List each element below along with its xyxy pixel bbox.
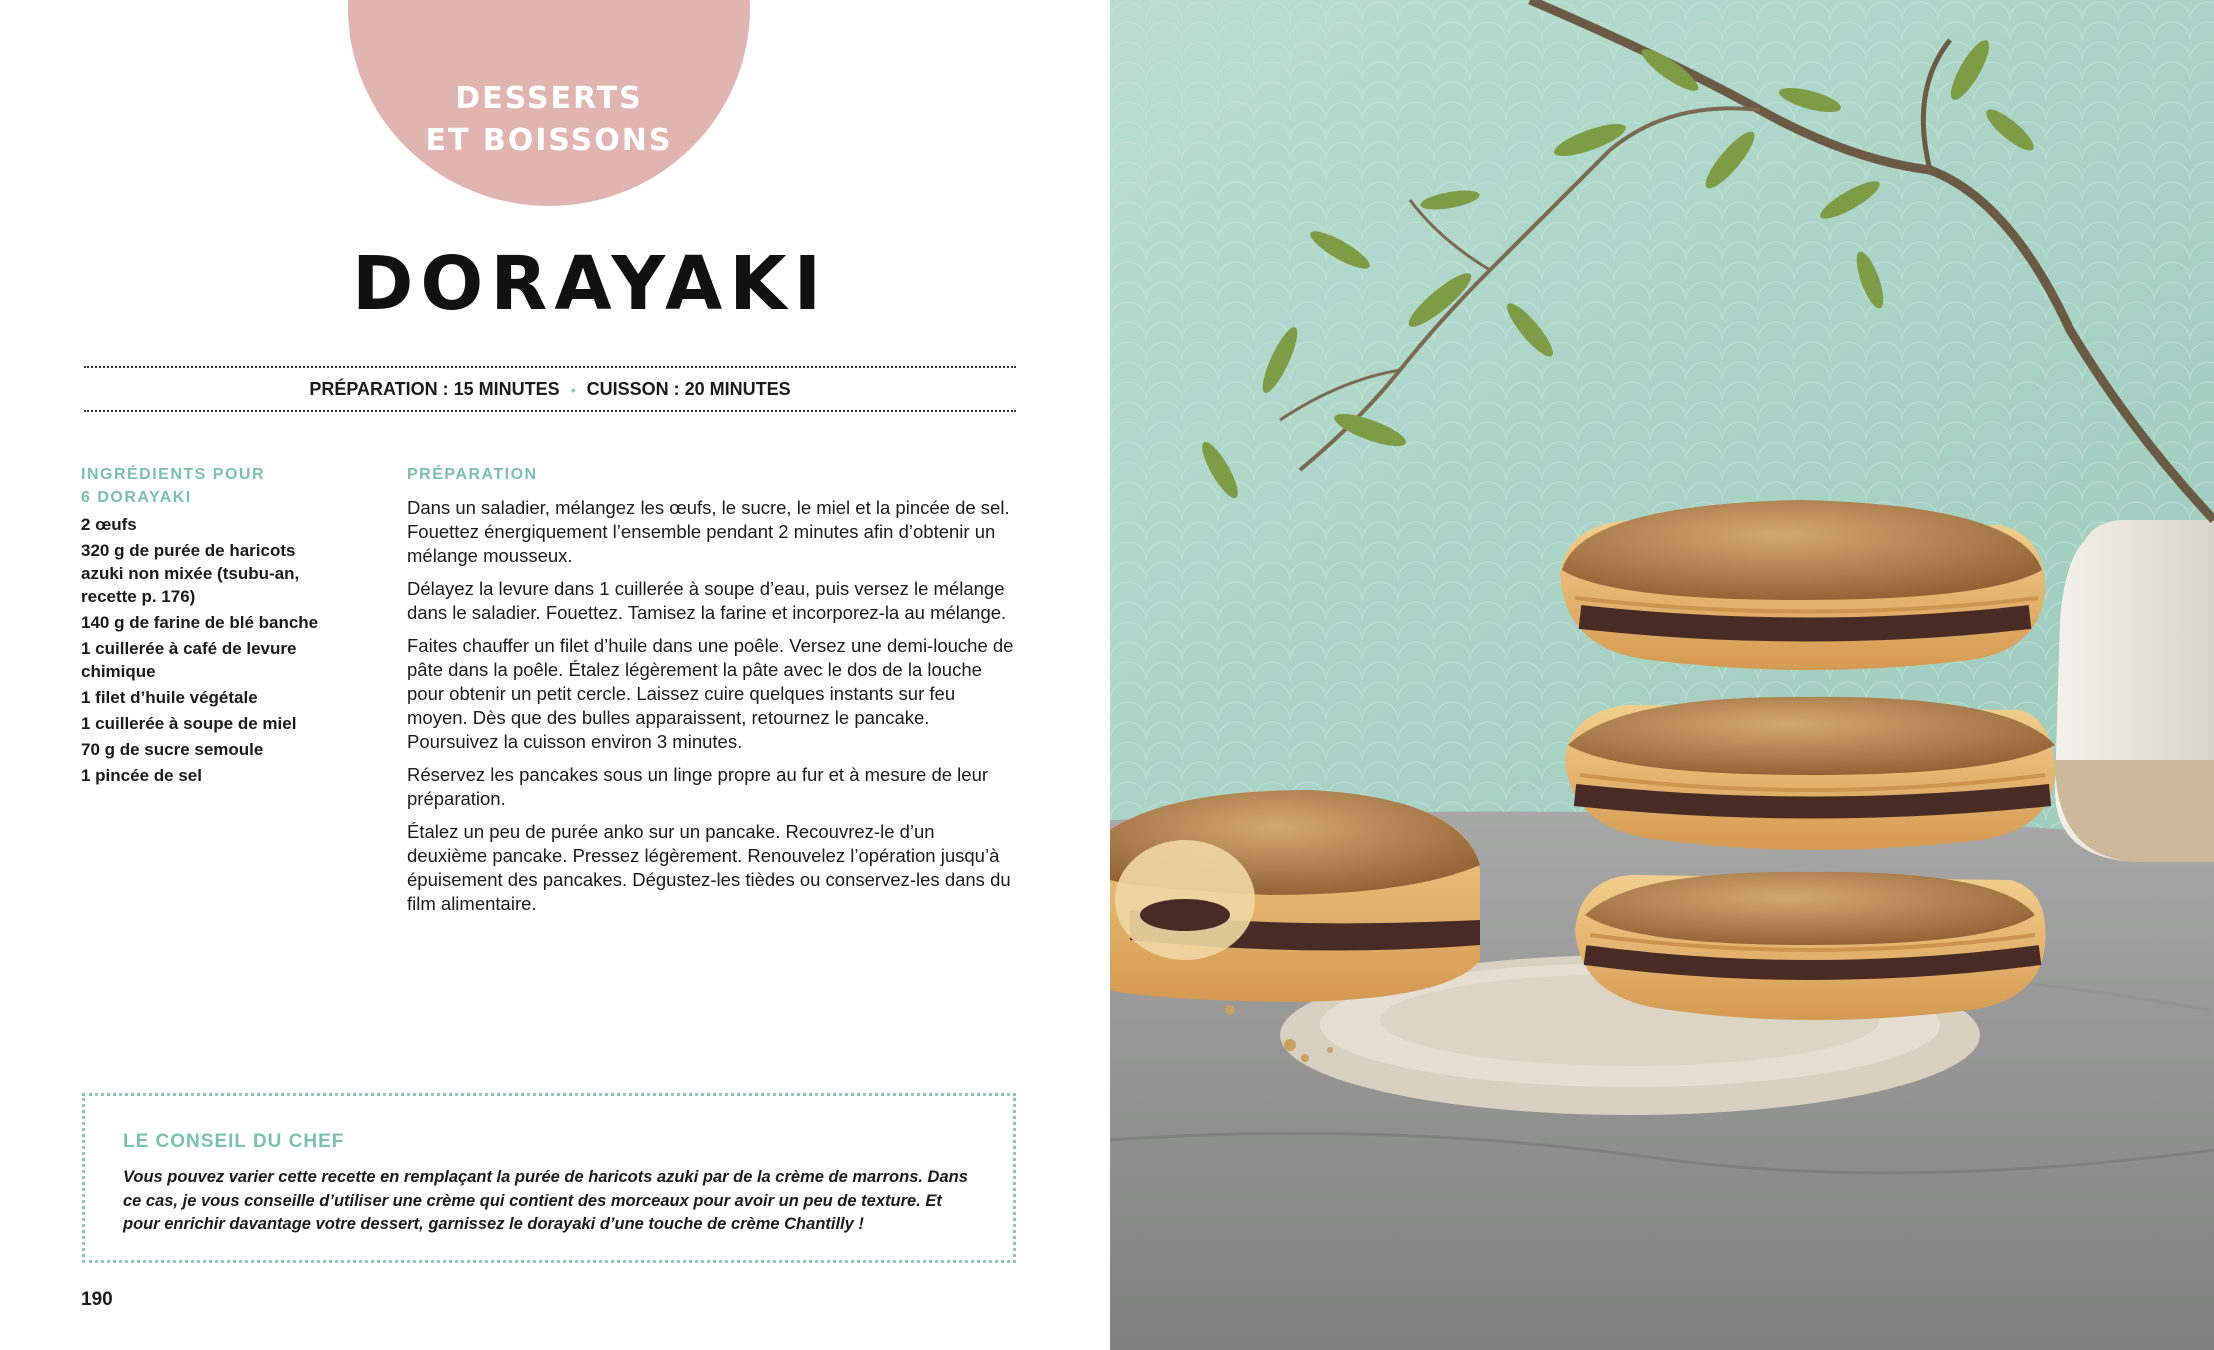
chef-tip-text: Vous pouvez varier cette recette en remplaçant la purée de haricots azuki par de la crème de marrons. Dans ce cas, je vous conseille d’utiliser une crème qui contient des morceaux pour avoir un peu de texture. Et pour enrichir davantage votre dessert, garnissez le dorayaki d’une touche de crème Chantilly ! bbox=[123, 1168, 968, 1233]
ingredients-heading-line-1: INGRÉDIENTS POUR bbox=[81, 466, 266, 483]
photo-illustration bbox=[1110, 0, 2214, 1350]
category-label bbox=[348, 78, 750, 162]
preparation-time: PRÉPARATION : 15 MINUTES bbox=[309, 379, 560, 399]
ingredient-item: 140 g de farine de blé banche bbox=[81, 613, 319, 632]
page-number: 190 bbox=[81, 1289, 113, 1310]
ingredient-item: 2 œufs bbox=[81, 515, 137, 534]
ingredients-heading-line-2: 6 DORAYAKI bbox=[81, 489, 192, 506]
ingredients-section bbox=[81, 463, 321, 790]
ingredient-item: 1 cuillerée à soupe de miel bbox=[81, 714, 297, 733]
method-step: Délayez la levure dans 1 cuillerée à soupe d’eau, puis versez le mélange dans le saladier. Fouettez. Tamisez la farine et incorporez-la au mélange. bbox=[407, 578, 1007, 623]
method-section bbox=[407, 463, 1019, 925]
chef-tip-box bbox=[82, 1093, 1016, 1263]
ingredient-item: 320 g de purée de haricots azuki non mixée (tsubu-an, recette p. 176) bbox=[81, 541, 300, 606]
method-heading: PRÉPARATION bbox=[407, 466, 538, 483]
ingredients-heading bbox=[81, 463, 321, 509]
timing-divider-bottom bbox=[84, 410, 1016, 412]
ingredient-item: 1 filet d’huile végétale bbox=[81, 688, 258, 707]
method-step: Étalez un peu de purée anko sur un pancake. Recouvrez-le d’un deuxième pancake. Pressez légèrement. Renouvelez l’opération jusqu’à épuisement des pancakes. Dégustez-les tièdes ou conservez-les dans du film alimentaire. bbox=[407, 821, 1011, 914]
timing-info bbox=[84, 376, 1016, 403]
category-line-1: DESSERTS bbox=[455, 81, 643, 116]
timing-separator: • bbox=[570, 382, 576, 398]
method-step: Faites chauffer un filet d’huile dans une poêle. Versez une demi-louche de pâte dans la poêle. Étalez légèrement la pâte avec le dos de la louche pour obtenir un petit cercle. Laissez cuire quelques instants sur feu moyen. Dès que des bulles apparaissent, retournez le pancake. Poursuivez la cuisson environ 3 minutes. bbox=[407, 635, 1014, 752]
ingredient-item: 1 pincée de sel bbox=[81, 766, 202, 785]
chef-tip-heading: LE CONSEIL DU CHEF bbox=[123, 1131, 345, 1152]
recipe-title: DORAYAKI bbox=[352, 241, 829, 327]
method-step: Réservez les pancakes sous un linge propre au fur et à mesure de leur préparation. bbox=[407, 764, 989, 809]
category-line-2: ET BOISSONS bbox=[425, 123, 673, 158]
ingredient-item: 70 g de sucre semoule bbox=[81, 740, 264, 759]
ingredient-list bbox=[81, 513, 321, 787]
method-step: Dans un saladier, mélangez les œufs, le sucre, le miel et la pincée de sel. Fouettez énergiquement l’ensemble pendant 2 minutes afin d’obtenir un mélange mousseux. bbox=[407, 497, 1010, 566]
dorayaki-photo bbox=[1110, 0, 2214, 1350]
bitten-dorayaki bbox=[1110, 790, 1480, 1002]
cooking-time: CUISSON : 20 MINUTES bbox=[586, 379, 791, 399]
timing-divider-top bbox=[84, 366, 1016, 368]
dorayaki-stack bbox=[1560, 500, 2055, 1020]
ingredient-item: 1 cuillerée à café de levure chimique bbox=[81, 639, 297, 681]
